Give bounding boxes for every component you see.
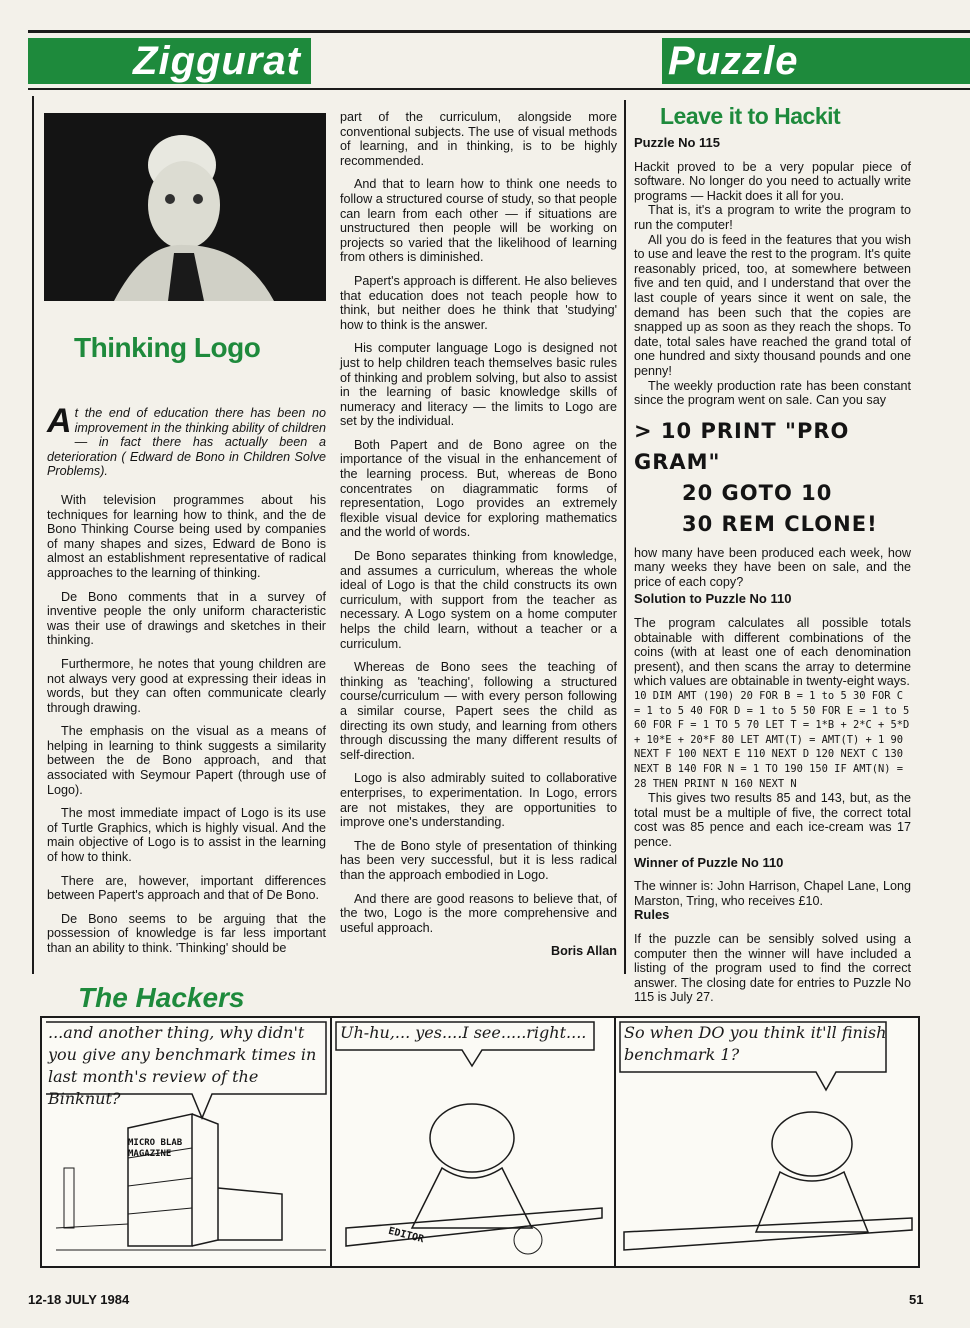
comic-title: The Hackers (78, 982, 245, 1013)
article-para: Whereas de Bono sees the teaching of thinking as 'teaching', following a structured course/curriculum — with every person following a similar course, Papert sees the child as directing its own study, and learning from others through discussing the many different results of self-direction. (340, 660, 617, 762)
comic-panel-3 (616, 1018, 918, 1266)
building-sign: MICRO BLAB MAGAZINE (128, 1138, 183, 1159)
article-para: part of the curriculum, alongside more conventional subjects. The use of visual methods of learning, and in thinking, is to be highly recommended. (340, 110, 617, 168)
author-photo (44, 113, 326, 301)
comic-panel-1 (42, 1018, 332, 1266)
puzzle-column-rule (624, 100, 626, 974)
article-title: Thinking Logo (74, 332, 261, 363)
article-para: Logo is also admirably suited to collaborative enterprises, to experimentation. In Logo, errors are not mistakes, they are opportunities to improve one's understanding. (340, 771, 617, 830)
author-byline: Boris Allan (550, 944, 617, 959)
article-intro: At the end of education there has been no improvement in the thinking ability of children — in fact there has actually been a deterioration ( Edward de Bono in Children Solve Problems). (47, 402, 326, 479)
editor-desk-sign: EDITOR (387, 1225, 425, 1246)
handwritten-program (634, 416, 911, 540)
puzzle-para: Hackit proved to be a very popular piece of software. No longer do you need to actually write programs — Hackit does it all for you. (634, 159, 911, 203)
article-para: The most immediate impact of Logo is its use of Turtle Graphics, which is highly visual. And the main objective of Logo is to assist in the learning of how to think. (47, 806, 326, 865)
article-para: De Bono seems to be arguing that the possession of knowledge is far less important than an ability to think. 'Thinking' should be (47, 911, 326, 955)
page-number: 51 (909, 1292, 924, 1307)
puzzle-number: Puzzle No 115 (634, 135, 720, 150)
editor-at-desk-drawing (332, 1018, 614, 1266)
puzzle-para: All you do is feed in the features that you wish to use and leave the rest to the program. It's quite reasonably priced, too, at somewhere between five and ten quid, and I understand that over the last couple of years since it went on sale, the demand has been such that the copies are snapped up as soon as they reach the shops. To date, total sales have reached the grand total of one hundred and sixty thousand pounds and one penny! (634, 232, 911, 378)
speech-bubble: ...and another thing, why didn't you give any benchmark times in last month's review of the Binknut? (48, 1023, 317, 1108)
article-para: And that to learn how to think one needs to follow a structured course of study, so that people can learn from each other — if situations are unstructured then people will be working on projects so varied that the likelihood of learning from others is diminished. (340, 177, 617, 265)
article-para: Papert's approach is different. He also believes that education does not teach people how to think, but neither does he think that 'studying' how to think is the answer. (340, 273, 617, 332)
puzzle-para: The weekly production rate has been constant since the program went on sale. Can you say (634, 378, 911, 408)
puzzle-title: Leave it to Hackit (660, 103, 841, 129)
puzzle-para: That is, it's a program to write the program to run the computer! (634, 203, 911, 232)
header-rule (28, 88, 970, 90)
article-column-1 (47, 402, 326, 965)
puzzle-question: how many have been produced each week, how many weeks they have been on sale, and the price of each copy? (634, 545, 911, 589)
article-para: The emphasis on the visual as a means of helping in learning to think suggests a similarity between the de Bono approach, and that associated with Seymour Papert (through use of Logo). (47, 724, 326, 797)
rules-text: If the puzzle can be sensibly solved using a computer then the winner will have included a listing of the program used to find the correct answer. The closing date for entries to Puzzle No 115 is July 27. (634, 931, 911, 1005)
solution-result: This gives two results 85 and 143, but, as the total must be a multiple of five, the correct total cost was 85 pence and each ice-cream was 17 pence. (634, 791, 911, 849)
handwritten-line: > 10 PRINT "PRO (634, 418, 850, 443)
winner-text: The winner is: John Harrison, Chapel Lane, Long Marston, Tring, who receives £10. (634, 879, 911, 908)
article-para: Furthermore, he notes that young children are not always very good at expressing their ideas in words, but they can often communicate clearly through drawing. (47, 656, 326, 715)
section-header-ziggurat: Ziggurat (28, 38, 311, 84)
article-para: De Bono comments that in a survey of inventive people the only uniform characteristic was their use of drawings and sketches in their thinking. (47, 589, 326, 648)
article-para: And there are good reasons to believe that, of the two, Logo is the more comprehensive and useful approach. (340, 891, 617, 935)
article-para: His computer language Logo is designed not just to help children teach themselves basic rules of thinking and problem solving, but also to assist in the learning of basic knowledge skills of numeracy and literacy — the limits to Logo are set by the individual. (340, 341, 617, 429)
article-para: With television programmes about his techniques for learning how to think, and the de Bono Thinking Course being used by companies of many shapes and sizes, Edward de Bono is almost an establishment representative of radical approaches to the learning of thinking. (47, 492, 326, 580)
article-para: The de Bono style of presentation of thinking has been very successful, but it is less radical than the approach embodied in Logo. (340, 838, 617, 882)
article-column-2 (340, 110, 617, 968)
drop-cap: A (47, 402, 72, 440)
solution-text: The program calculates all possible totals obtainable with different combinations of the coins (with at least one of each denomination present), and then scans the array to determine which values are obtainable in twenty-eight ways. (634, 616, 911, 689)
solution-heading: Solution to Puzzle No 110 (634, 591, 792, 607)
top-rule (28, 30, 970, 33)
rules-heading: Rules (634, 907, 670, 923)
speech-bubble: Uh-hu,... yes....I see.....right.... (340, 1023, 587, 1042)
comic-strip (40, 1016, 920, 1268)
winner-heading: Winner of Puzzle No 110 (634, 854, 784, 870)
editor-waiting-drawing (616, 1018, 916, 1266)
handwritten-line: 20 GOTO 10 (682, 480, 833, 505)
speech-bubble: So when DO you think it'll finish benchmark 1? (624, 1023, 887, 1064)
article-para: De Bono separates thinking from knowledge, and assumes a curriculum, whereas the whole ideal of Logo is that the child constructs its own curriculum, with support from the teacher as necessary. A Logo system on a home computer helps the child learn, without a teacher or a curriculum. (340, 549, 617, 651)
handwritten-line: 30 REM CLONE! (682, 511, 878, 536)
article-para: Both Papert and de Bono agree on the importance of the visual in the enhancement of the learning process. But, whereas de Bono concentrates on diagrammatic forms of representation, Logo provides an extremely flexible visual device for exploring mathematics and the world of words. (340, 437, 617, 540)
issue-date: 12-18 JULY 1984 (28, 1292, 130, 1307)
article-para: There are, however, important differences between Papert's approach and that of De Bono. (47, 873, 326, 903)
section-header-puzzle: Puzzle (662, 38, 970, 84)
handwritten-line: GRAM" (634, 449, 721, 474)
solution-code: 10 DIM AMT (190) 20 FOR B = 1 to 5 30 FOR C = 1 to 5 40 FOR D = 1 to 5 50 FOR E = 1 to 5 60 FOR F = 1 TO 5 70 LET T = 1*B + 2*C + 5*D + 10*E + 20*F 80 LET AMT(T) = AMT(T) + 1 90 NEXT F 100 NEXT E 110 NEXT D 120 NEXT C 130 NEXT B 140 FOR N = 1 TO 190 150 IF AMT(N) = 28 THEN PRINT N 160 NEXT N (634, 690, 910, 790)
comic-panel-2 (332, 1018, 616, 1266)
puzzle-column (634, 136, 911, 1005)
left-column-rule (32, 96, 34, 974)
